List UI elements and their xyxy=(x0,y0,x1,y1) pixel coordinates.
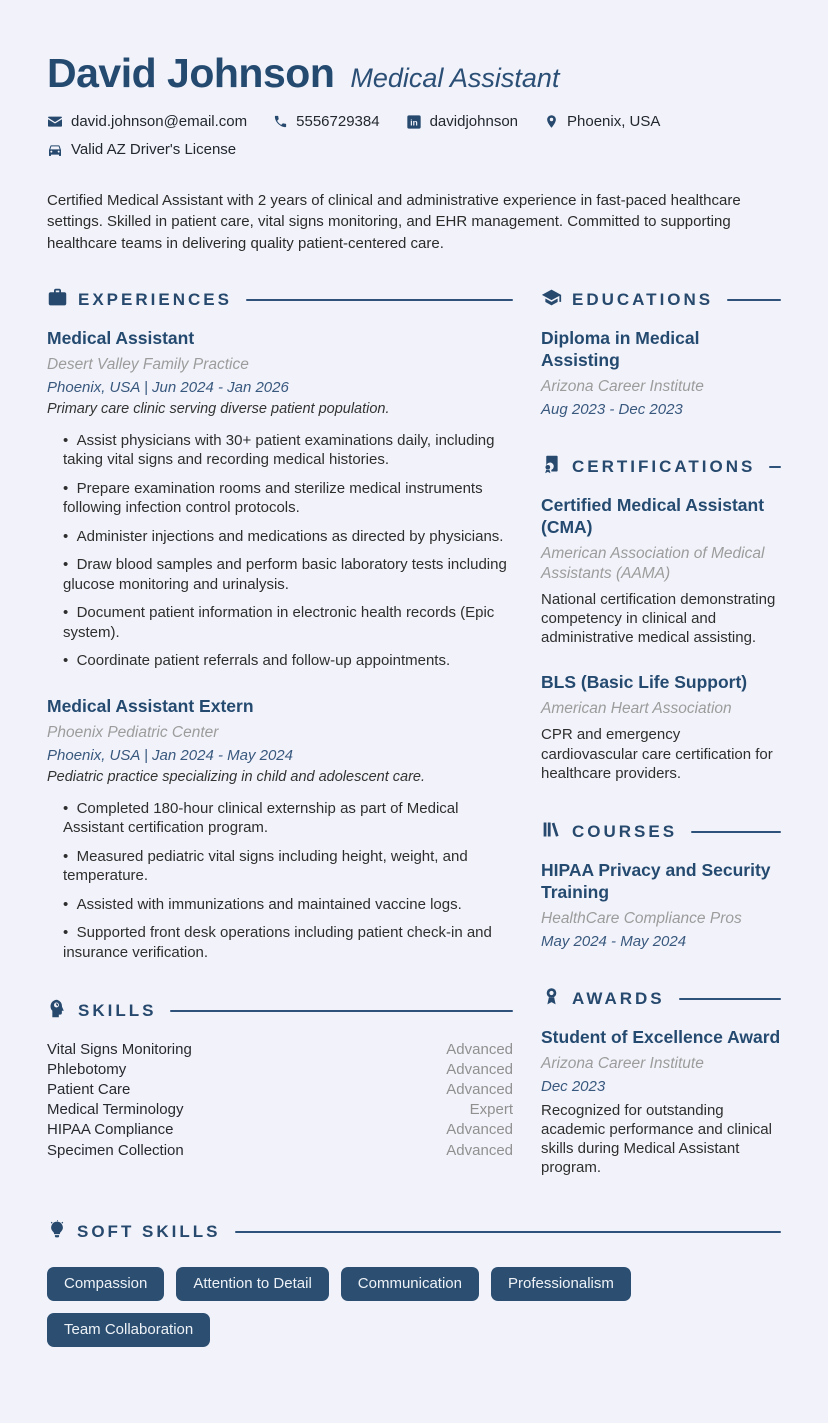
skill-level: Advanced xyxy=(446,1121,513,1139)
skill-level: Advanced xyxy=(446,1060,513,1078)
section-skills xyxy=(47,998,513,1160)
skill-level: Advanced xyxy=(446,1141,513,1159)
section-experiences xyxy=(47,287,513,962)
soft-skill-pill: Attention to Detail xyxy=(176,1267,328,1301)
experiences-title: EXPERIENCES xyxy=(78,289,232,309)
skills-header xyxy=(47,998,513,1024)
skill-level: Expert xyxy=(469,1101,513,1119)
bullet-item: • Completed 180-hour clinical externship as part of Medical Assistant certification program. xyxy=(63,799,513,838)
company-description: Pediatric practice specializing in child and adolescent care. xyxy=(47,768,426,785)
soft-skill-pill: Professionalism xyxy=(491,1267,631,1301)
soft-skill-pill: Team Collaboration xyxy=(47,1313,210,1347)
certification-item xyxy=(541,495,781,648)
skill-name: Vital Signs Monitoring xyxy=(47,1040,192,1058)
bullet-item: • Measured pediatric vital signs including height, weight, and temperature. xyxy=(63,847,513,886)
skill-name: Medical Terminology xyxy=(47,1101,184,1119)
company-name: Desert Valley Family Practice xyxy=(47,355,249,373)
divider-line xyxy=(769,466,781,468)
company-description: Primary care clinic serving diverse patient population. xyxy=(47,400,390,417)
section-educations xyxy=(541,287,781,418)
location-value: Phoenix, USA xyxy=(567,113,661,130)
certification-description: National certification demonstrating competency in clinical and administrative medical assisting. xyxy=(541,590,776,647)
skills-title: SKILLS xyxy=(78,1001,157,1021)
briefcase-icon xyxy=(47,287,68,313)
skill-level: Advanced xyxy=(446,1040,513,1058)
contact-info xyxy=(47,113,781,158)
books-icon xyxy=(541,819,562,845)
skills-list xyxy=(47,1039,513,1160)
award-item xyxy=(541,1027,781,1178)
divider-line xyxy=(691,831,781,833)
phone-icon xyxy=(273,114,288,129)
bullet-item: • Draw blood samples and perform basic laboratory tests including glucose monitoring and urinalysis. xyxy=(63,555,513,594)
soft-skill-pills xyxy=(47,1267,781,1347)
education-item xyxy=(541,328,781,418)
bullet-item: • Assisted with immunizations and maintained vaccine logs. xyxy=(63,895,513,915)
certification-item xyxy=(541,672,781,783)
divider-line xyxy=(727,299,781,301)
medal-icon xyxy=(541,986,562,1012)
soft-skill-pill: Compassion xyxy=(47,1267,164,1301)
contact-phone xyxy=(273,113,379,130)
divider-line xyxy=(170,1010,513,1012)
section-courses xyxy=(541,819,781,950)
educations-header xyxy=(541,287,781,313)
divider-line xyxy=(246,299,513,301)
header xyxy=(47,50,781,97)
soft-skills-title: SOFT SKILLS xyxy=(77,1222,221,1242)
professional-summary: Certified Medical Assistant with 2 years of clinical and administrative experience in fast-paced healthcare settings. Skilled in patient care, vital signs monitoring, and EHR management. Committed to supporting healthcare teams in delivering quality patient-centered care. xyxy=(47,192,741,252)
section-certifications xyxy=(541,454,781,783)
job-title: Medical Assistant xyxy=(47,327,195,348)
section-soft-skills xyxy=(47,1220,781,1347)
award-description: Recognized for outstanding academic performance and clinical skills during Medical Assistant program. xyxy=(541,1101,772,1177)
skill-row xyxy=(47,1059,513,1079)
awards-title: AWARDS xyxy=(572,988,665,1008)
certification-description: CPR and emergency cardiovascular care certification for healthcare providers. xyxy=(541,726,773,782)
divider-line xyxy=(679,998,781,1000)
location-dates: Phoenix, USA | Jan 2024 - May 2024 xyxy=(47,746,293,764)
contact-row-2 xyxy=(47,141,781,158)
course-title: HIPAA Privacy and Security Training xyxy=(541,859,771,902)
course-dates: May 2024 - May 2024 xyxy=(541,932,687,950)
bullet-item: • Supported front desk operations including patient check-in and insurance verification. xyxy=(63,923,513,962)
skill-level: Advanced xyxy=(446,1081,513,1099)
degree-title: Diploma in Medical Assisting xyxy=(541,327,700,370)
graduation-cap-icon xyxy=(541,287,562,313)
awards-header xyxy=(541,986,781,1012)
award-issuer: Arizona Career Institute xyxy=(541,1054,704,1072)
skill-row xyxy=(47,1140,513,1160)
course-item xyxy=(541,860,781,950)
location-pin-icon xyxy=(544,114,559,129)
education-dates: Aug 2023 - Dec 2023 xyxy=(541,400,683,418)
person-job-title: Medical Assistant xyxy=(350,63,560,93)
car-icon xyxy=(47,142,63,158)
certificate-icon xyxy=(541,454,562,480)
divider-line xyxy=(235,1231,782,1233)
right-column xyxy=(541,287,781,1214)
bullet-item: • Prepare examination rooms and sterilize medical instruments following infection control protocols. xyxy=(63,479,513,518)
skill-row xyxy=(47,1079,513,1099)
linkedin-value: davidjohnson xyxy=(429,113,518,130)
certification-issuer: American Heart Association xyxy=(541,700,732,718)
phone-value: 5556729384 xyxy=(296,113,380,130)
contact-license xyxy=(47,141,236,158)
school-name: Arizona Career Institute xyxy=(541,377,704,395)
responsibility-list xyxy=(63,431,513,671)
certification-title: Certified Medical Assistant (CMA) xyxy=(541,494,765,537)
skill-name: Specimen Collection xyxy=(47,1141,184,1159)
soft-skills-header xyxy=(47,1220,781,1245)
contact-location xyxy=(544,113,660,130)
bullet-item: • Assist physicians with 30+ patient examinations daily, including taking vital signs and recording medical histories. xyxy=(63,431,513,470)
lightbulb-icon xyxy=(47,1220,67,1245)
contact-linkedin xyxy=(406,113,518,130)
certification-issuer: American Association of Medical Assistants (AAMA) xyxy=(541,544,765,582)
skill-name: Phlebotomy xyxy=(47,1060,127,1078)
job-title: Medical Assistant Extern xyxy=(47,695,254,716)
location-dates: Phoenix, USA | Jun 2024 - Jan 2026 xyxy=(47,378,289,396)
email-icon xyxy=(47,114,63,130)
skill-name: Patient Care xyxy=(47,1081,131,1099)
contact-email xyxy=(47,113,247,130)
bullet-item: • Document patient information in electronic health records (Epic system). xyxy=(63,603,513,642)
certifications-header xyxy=(541,454,781,480)
award-title: Student of Excellence Award xyxy=(541,1026,781,1047)
skill-name: HIPAA Compliance xyxy=(47,1121,174,1139)
certification-title: BLS (Basic Life Support) xyxy=(541,672,748,693)
contact-row-1 xyxy=(47,113,781,130)
license-value: Valid AZ Driver's License xyxy=(71,141,237,158)
bullet-item: • Coordinate patient referrals and follow-up appointments. xyxy=(63,651,513,671)
brain-head-icon xyxy=(47,998,68,1024)
experience-item xyxy=(47,696,513,962)
courses-title: COURSES xyxy=(572,821,678,841)
bullet-item: • Administer injections and medications as directed by physicians. xyxy=(63,527,513,547)
person-name: David Johnson xyxy=(47,50,335,96)
experiences-header xyxy=(47,287,513,313)
company-name: Phoenix Pediatric Center xyxy=(47,723,219,741)
courses-header xyxy=(541,819,781,845)
svg-text:in: in xyxy=(409,116,418,127)
section-awards xyxy=(541,986,781,1178)
skill-row xyxy=(47,1039,513,1059)
email-value: david.johnson@email.com xyxy=(71,113,248,130)
responsibility-list xyxy=(63,799,513,963)
left-column xyxy=(47,287,513,1214)
course-provider: HealthCare Compliance Pros xyxy=(541,909,742,927)
body-columns xyxy=(47,287,781,1214)
educations-title: EDUCATIONS xyxy=(572,289,714,309)
linkedin-icon xyxy=(406,114,422,130)
certifications-title: CERTIFICATIONS xyxy=(572,456,756,476)
skill-row xyxy=(47,1100,513,1120)
award-date: Dec 2023 xyxy=(541,1077,606,1095)
skill-row xyxy=(47,1120,513,1140)
soft-skill-pill: Communication xyxy=(341,1267,479,1301)
experience-item xyxy=(47,328,513,671)
